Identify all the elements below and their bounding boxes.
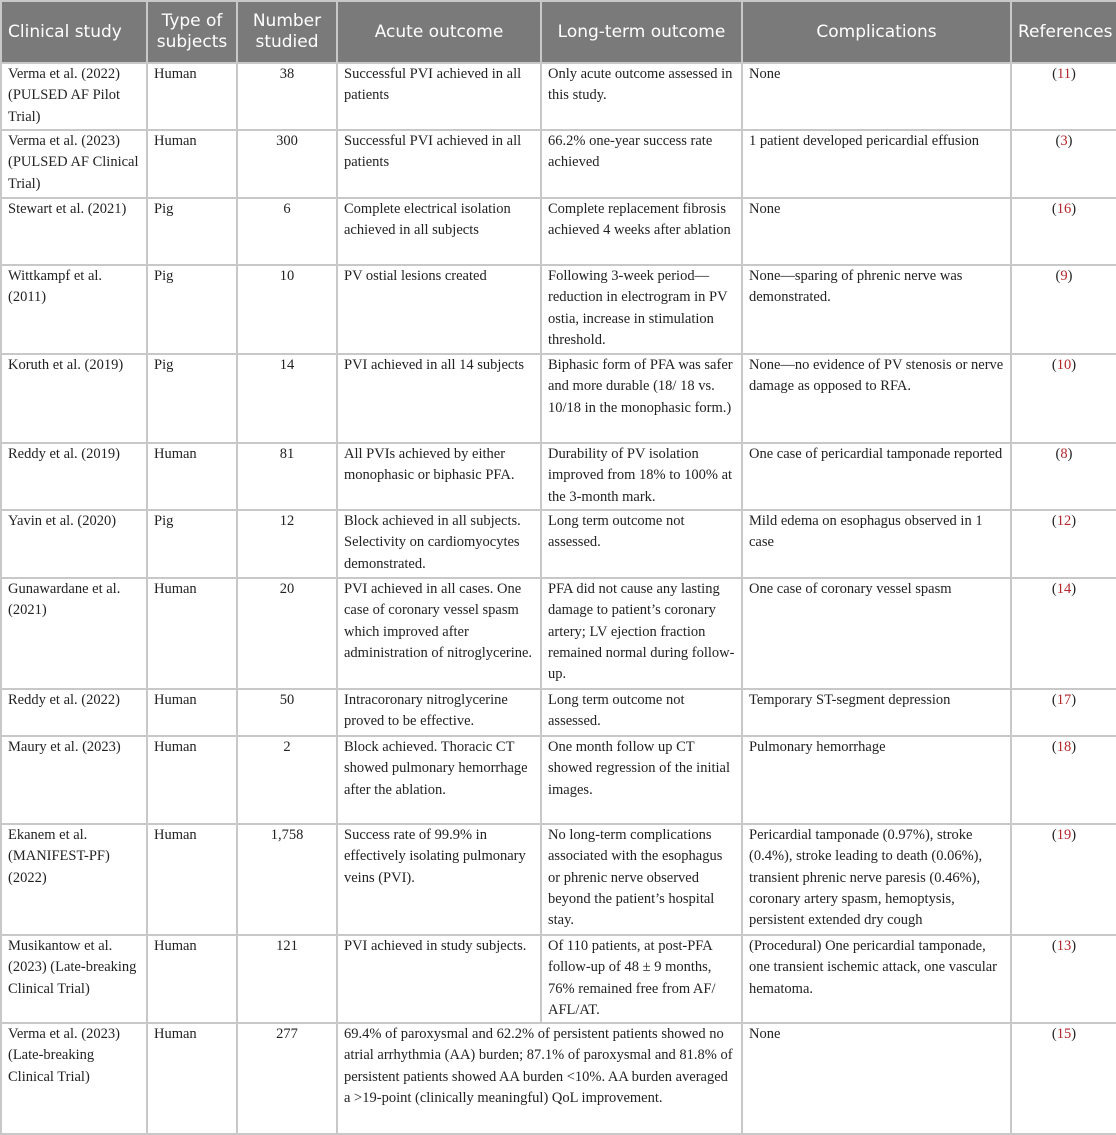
cell-number: 6 (237, 198, 337, 265)
cell-subjects: Pig (147, 354, 237, 443)
reference-link[interactable]: 11 (1057, 66, 1071, 82)
cell-study: Maury et al. (2023) (1, 736, 147, 824)
table-row (1, 63, 1116, 130)
cell-complications: Mild edema on esophagus observed in 1 case (742, 510, 1011, 578)
cell-complications: Temporary ST-segment depression (742, 689, 1011, 736)
cell-number: 14 (237, 354, 337, 443)
cell-reference: (18) (1011, 736, 1116, 824)
table-row (1, 198, 1116, 265)
table-row (1, 510, 1116, 578)
header-long-term-outcome: Long-term outcome (541, 1, 742, 63)
cell-reference: (15) (1011, 1023, 1116, 1134)
cell-acute-outcome: Block achieved in all subjects. Selectivity on cardiomyocytes demonstrated. (337, 510, 541, 578)
cell-subjects: Human (147, 63, 237, 130)
table-row (1, 689, 1116, 736)
reference-link[interactable]: 19 (1056, 827, 1072, 843)
cell-subjects: Human (147, 736, 237, 824)
cell-study: Verma et al. (2022) (PULSED AF Pilot Trial) (1, 63, 147, 130)
cell-study: Stewart et al. (2021) (1, 198, 147, 265)
reference-link[interactable]: 14 (1056, 581, 1072, 597)
cell-reference: (16) (1011, 198, 1116, 265)
cell-long-term-outcome: Long term outcome not assessed. (541, 510, 742, 578)
table-row (1, 824, 1116, 935)
table-row (1, 265, 1116, 354)
cell-acute-outcome: PV ostial lesions created (337, 265, 541, 354)
cell-number: 2 (237, 736, 337, 824)
cell-acute-outcome: Successful PVI achieved in all patients (337, 63, 541, 130)
reference-link[interactable]: 3 (1060, 133, 1068, 149)
cell-complications: One case of coronary vessel spasm (742, 578, 1011, 689)
header-complications: Complications (742, 1, 1011, 63)
reference-link[interactable]: 9 (1060, 268, 1068, 284)
header-type-of-subjects: Type of subjects (147, 1, 237, 63)
cell-subjects: Pig (147, 198, 237, 265)
cell-long-term-outcome: PFA did not cause any lasting damage to patient’s coronary artery; LV ejection fraction remained normal during follow-up. (541, 578, 742, 689)
cell-complications: One case of pericardial tamponade reported (742, 443, 1011, 510)
reference-link[interactable]: 15 (1056, 1026, 1072, 1043)
cell-complications: None—sparing of phrenic nerve was demonstrated. (742, 265, 1011, 354)
cell-subjects: Human (147, 578, 237, 689)
cell-acute-outcome: PVI achieved in study subjects. (337, 935, 541, 1023)
cell-long-term-outcome: No long-term complications associated with the esophagus or phrenic nerve observed beyond the patient’s hospital stay. (541, 824, 742, 935)
cell-long-term-outcome: Long term outcome not assessed. (541, 689, 742, 736)
table-row (1, 354, 1116, 443)
cell-subjects: Human (147, 1023, 237, 1134)
cell-complications: (Procedural) One pericardial tamponade, one transient ischemic attack, one vascular hematoma. (742, 935, 1011, 1023)
cell-study: Ekanem et al. (MANIFEST-PF) (2022) (1, 824, 147, 935)
cell-reference: (11) (1011, 63, 1116, 130)
table-row (1, 443, 1116, 510)
cell-complications: Pericardial tamponade (0.97%), stroke (0.4%), stroke leading to death (0.06%), transient phrenic nerve paresis (0.46%), coronary artery spasm, hemoptysis, persistent extended dry cough (742, 824, 1011, 935)
reference-link[interactable]: 16 (1056, 201, 1072, 217)
cell-long-term-outcome: Following 3-week period—reduction in electrogram in PV ostia, increase in stimulation threshold. (541, 265, 742, 354)
cell-subjects: Human (147, 443, 237, 510)
cell-number: 300 (237, 130, 337, 198)
cell-study: Koruth et al. (2019) (1, 354, 147, 443)
cell-study: Verma et al. (2023) (Late-breaking Clinical Trial) (1, 1023, 147, 1134)
reference-link[interactable]: 10 (1056, 357, 1072, 373)
cell-study: Yavin et al. (2020) (1, 510, 147, 578)
cell-number: 277 (237, 1023, 337, 1134)
header-row (1, 1, 1116, 63)
header-clinical-study: Clinical study (1, 1, 147, 63)
header-number-studied: Number studied (237, 1, 337, 63)
reference-link[interactable]: 8 (1060, 446, 1068, 462)
reference-link[interactable]: 13 (1056, 938, 1072, 954)
cell-acute-outcome: Intracoronary nitroglycerine proved to be effective. (337, 689, 541, 736)
cell-number: 20 (237, 578, 337, 689)
cell-number: 10 (237, 265, 337, 354)
cell-subjects: Human (147, 935, 237, 1023)
cell-subjects: Human (147, 689, 237, 736)
cell-number: 50 (237, 689, 337, 736)
table-row (1, 1023, 1116, 1134)
cell-subjects: Pig (147, 510, 237, 578)
cell-long-term-outcome: Biphasic form of PFA was safer and more durable (18/ 18 vs. 10/18 in the monophasic form.) (541, 354, 742, 443)
cell-long-term-outcome: One month follow up CT showed regression of the initial images. (541, 736, 742, 824)
cell-reference: (9) (1011, 265, 1116, 354)
cell-complications: Pulmonary hemorrhage (742, 736, 1011, 824)
reference-link[interactable]: 18 (1056, 739, 1072, 755)
cell-reference: (3) (1011, 130, 1116, 198)
cell-complications: None (742, 1023, 1011, 1134)
table-row (1, 578, 1116, 689)
cell-reference: (14) (1011, 578, 1116, 689)
cell-number: 1,758 (237, 824, 337, 935)
cell-long-term-outcome: Durability of PV isolation improved from 18% to 100% at the 3-month mark. (541, 443, 742, 510)
cell-study: Reddy et al. (2022) (1, 689, 147, 736)
cell-number: 38 (237, 63, 337, 130)
cell-long-term-outcome: Complete replacement fibrosis achieved 4 weeks after ablation (541, 198, 742, 265)
cell-reference: (10) (1011, 354, 1116, 443)
cell-complications: None (742, 63, 1011, 130)
cell-acute-outcome: PVI achieved in all 14 subjects (337, 354, 541, 443)
cell-long-term-outcome: Of 110 patients, at post-PFA follow-up of 48 ± 9 months, 76% remained free from AF/ AFL/AT. (541, 935, 742, 1023)
cell-reference: (19) (1011, 824, 1116, 935)
cell-long-term-outcome: Only acute outcome assessed in this study. (541, 63, 742, 130)
header-acute-outcome: Acute outcome (337, 1, 541, 63)
cell-long-term-outcome: 66.2% one-year success rate achieved (541, 130, 742, 198)
cell-study: Musikantow et al. (2023) (Late-breaking Clinical Trial) (1, 935, 147, 1023)
cell-reference: (13) (1011, 935, 1116, 1023)
cell-acute-outcome: All PVIs achieved by either monophasic or biphasic PFA. (337, 443, 541, 510)
cell-number: 81 (237, 443, 337, 510)
table-row (1, 130, 1116, 198)
cell-subjects: Pig (147, 265, 237, 354)
cell-acute-outcome: Successful PVI achieved in all patients (337, 130, 541, 198)
cell-number: 12 (237, 510, 337, 578)
cell-reference: (8) (1011, 443, 1116, 510)
cell-acute-outcome: PVI achieved in all cases. One case of coronary vessel spasm which improved after administration of nitroglycerine. (337, 578, 541, 689)
reference-link[interactable]: 17 (1056, 692, 1072, 708)
cell-complications: None—no evidence of PV stenosis or nerve damage as opposed to RFA. (742, 354, 1011, 443)
cell-reference: (17) (1011, 689, 1116, 736)
cell-number: 121 (237, 935, 337, 1023)
table-row (1, 935, 1116, 1023)
cell-complications: None (742, 198, 1011, 265)
cell-combined-outcome: 69.4% of paroxysmal and 62.2% of persistent patients showed no atrial arrhythmia (AA) burden; 87.1% of paroxysmal and 81.8% of persistent patients showed AA burden <10%. AA burden averaged a >19-point (clinically meaningful) QoL improvement. (337, 1023, 742, 1134)
table-row (1, 736, 1116, 824)
cell-acute-outcome: Success rate of 99.9% in effectively isolating pulmonary veins (PVI). (337, 824, 541, 935)
cell-study: Reddy et al. (2019) (1, 443, 147, 510)
cell-study: Wittkampf et al. (2011) (1, 265, 147, 354)
cell-subjects: Human (147, 130, 237, 198)
cell-study: Verma et al. (2023) (PULSED AF Clinical Trial) (1, 130, 147, 198)
cell-study: Gunawardane et al. (2021) (1, 578, 147, 689)
cell-acute-outcome: Complete electrical isolation achieved in all subjects (337, 198, 541, 265)
cell-acute-outcome: Block achieved. Thoracic CT showed pulmonary hemorrhage after the ablation. (337, 736, 541, 824)
cell-reference: (12) (1011, 510, 1116, 578)
reference-link[interactable]: 12 (1056, 513, 1072, 529)
cell-complications: 1 patient developed pericardial effusion (742, 130, 1011, 198)
cell-subjects: Human (147, 824, 237, 935)
header-references: References (1011, 1, 1116, 63)
